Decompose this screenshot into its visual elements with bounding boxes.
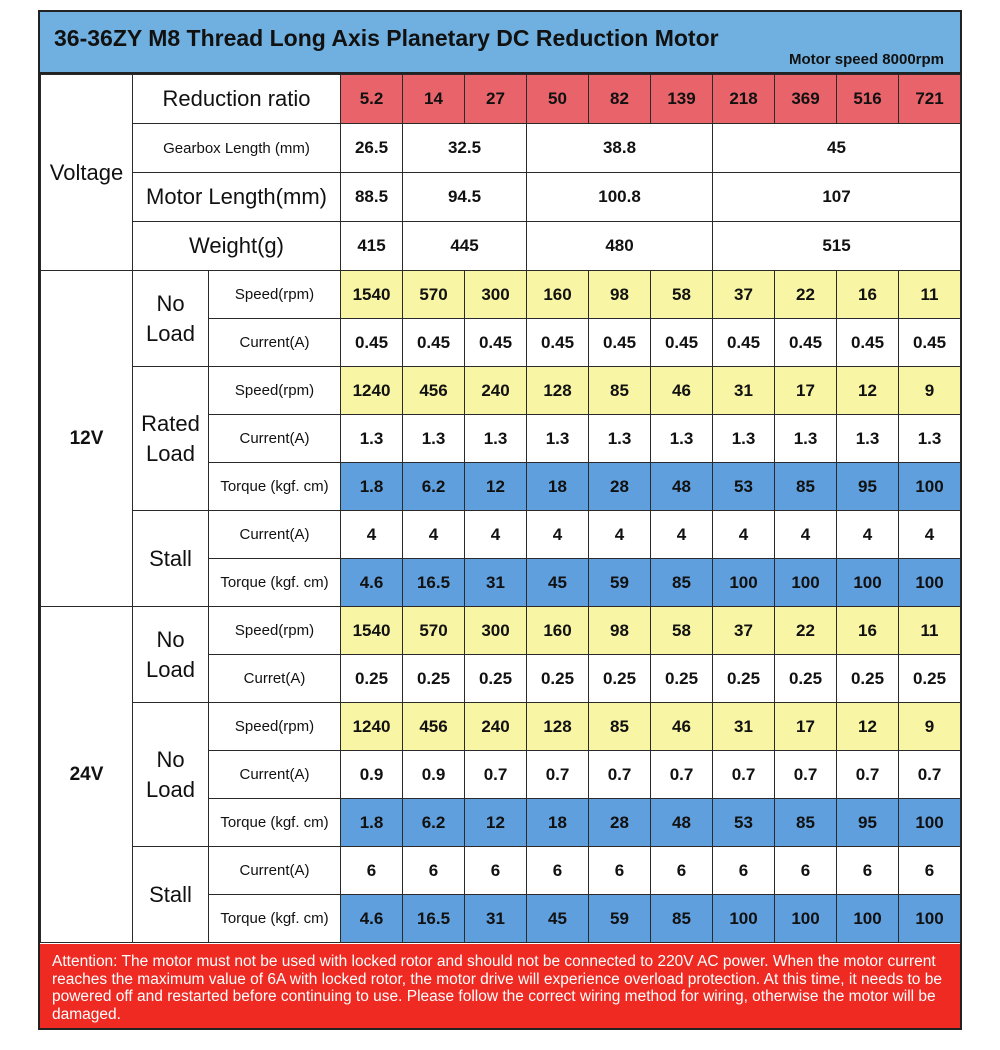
current-cell: 0.25 (341, 655, 403, 703)
speed-cell: 58 (651, 607, 713, 655)
torque-cell: 53 (713, 463, 775, 511)
current-cell: 0.45 (589, 319, 651, 367)
current-cell: 4 (465, 511, 527, 559)
motor-length-label: Motor Length(mm) (133, 173, 341, 222)
voltage-v12-label: 12V (41, 271, 133, 607)
current-cell: 1.3 (527, 415, 589, 463)
current-label: Current(A) (209, 319, 341, 367)
rated-load-label: Rated Load (133, 367, 209, 511)
current-cell: 6 (465, 847, 527, 895)
table-row (41, 367, 961, 415)
current-cell: 0.45 (713, 319, 775, 367)
torque-cell: 85 (651, 895, 713, 943)
current-cell: 6 (527, 847, 589, 895)
speed-cell: 160 (527, 607, 589, 655)
torque-cell: 100 (837, 559, 899, 607)
torque-cell: 95 (837, 799, 899, 847)
torque-cell: 4.6 (341, 559, 403, 607)
speed-cell: 9 (899, 367, 961, 415)
torque-cell: 12 (465, 463, 527, 511)
current-cell: 0.9 (403, 751, 465, 799)
spec-sheet (38, 10, 962, 1030)
motor-length-cell: 107 (713, 173, 961, 222)
speed-cell: 22 (775, 271, 837, 319)
reduction-ratio-cell: 369 (775, 75, 837, 124)
torque-cell: 1.8 (341, 463, 403, 511)
motor-length-cell: 94.5 (403, 173, 527, 222)
torque-label: Torque (kgf. cm) (209, 463, 341, 511)
voltage-label: Voltage (41, 75, 133, 271)
current-cell: 0.25 (837, 655, 899, 703)
current-cell: 1.3 (403, 415, 465, 463)
reduction-ratio-cell: 721 (899, 75, 961, 124)
torque-cell: 28 (589, 799, 651, 847)
speed-cell: 37 (713, 271, 775, 319)
current-cell: 0.45 (651, 319, 713, 367)
speed-label: Speed(rpm) (209, 607, 341, 655)
current-cell: 1.3 (775, 415, 837, 463)
current-cell: 0.45 (899, 319, 961, 367)
gearbox-length-cell: 38.8 (527, 124, 713, 173)
speed-cell: 570 (403, 607, 465, 655)
weight-label: Weight(g) (133, 222, 341, 271)
reduction-ratio-cell: 50 (527, 75, 589, 124)
spec-table (40, 74, 961, 943)
current-cell: 4 (527, 511, 589, 559)
current-cell: 0.7 (775, 751, 837, 799)
speed-cell: 240 (465, 367, 527, 415)
current-cell: 0.25 (775, 655, 837, 703)
stall-label: Stall (133, 511, 209, 607)
current-cell: 6 (775, 847, 837, 895)
current-cell: 4 (837, 511, 899, 559)
torque-cell: 6.2 (403, 799, 465, 847)
speed-cell: 12 (837, 703, 899, 751)
current-cell: 0.7 (527, 751, 589, 799)
speed-cell: 456 (403, 367, 465, 415)
torque-cell: 48 (651, 799, 713, 847)
current-label: Current(A) (209, 511, 341, 559)
current-cell: 6 (341, 847, 403, 895)
torque-cell: 18 (527, 463, 589, 511)
torque-cell: 85 (775, 463, 837, 511)
current-cell: 0.25 (713, 655, 775, 703)
torque-cell: 100 (713, 895, 775, 943)
torque-cell: 16.5 (403, 895, 465, 943)
weight-cell: 480 (527, 222, 713, 271)
torque-cell: 45 (527, 895, 589, 943)
speed-cell: 16 (837, 607, 899, 655)
current-cell: 0.45 (775, 319, 837, 367)
current-cell: 6 (899, 847, 961, 895)
current-cell: 0.45 (341, 319, 403, 367)
current-cell: 0.25 (527, 655, 589, 703)
current-cell: 0.7 (713, 751, 775, 799)
speed-cell: 31 (713, 367, 775, 415)
current-cell: 1.3 (899, 415, 961, 463)
speed-cell: 240 (465, 703, 527, 751)
current-cell: 0.25 (651, 655, 713, 703)
current-cell: 4 (651, 511, 713, 559)
current-cell: 1.3 (589, 415, 651, 463)
current-cell: 0.25 (589, 655, 651, 703)
table-row (41, 703, 961, 751)
title-bar (40, 12, 960, 74)
current-cell: 0.25 (403, 655, 465, 703)
gearbox-length-label: Gearbox Length (mm) (133, 124, 341, 173)
gearbox-length-cell: 45 (713, 124, 961, 173)
speed-label: Speed(rpm) (209, 703, 341, 751)
torque-cell: 100 (899, 895, 961, 943)
torque-cell: 85 (651, 559, 713, 607)
reduction-ratio-cell: 139 (651, 75, 713, 124)
reduction-ratio-cell: 5.2 (341, 75, 403, 124)
current-label: Current(A) (209, 751, 341, 799)
current-cell: 0.7 (837, 751, 899, 799)
current-cell: 1.3 (713, 415, 775, 463)
torque-cell: 31 (465, 559, 527, 607)
speed-cell: 1240 (341, 703, 403, 751)
torque-cell: 59 (589, 895, 651, 943)
current-cell: 0.25 (465, 655, 527, 703)
torque-cell: 28 (589, 463, 651, 511)
speed-cell: 300 (465, 607, 527, 655)
torque-cell: 100 (713, 559, 775, 607)
weight-cell: 445 (403, 222, 527, 271)
stall-label: Stall (133, 847, 209, 943)
speed-cell: 1540 (341, 607, 403, 655)
torque-cell: 100 (775, 895, 837, 943)
table-row (41, 173, 961, 222)
table-row (41, 222, 961, 271)
torque-cell: 59 (589, 559, 651, 607)
speed-cell: 37 (713, 607, 775, 655)
page-title: 36-36ZY M8 Thread Long Axis Planetary DC Reduction Motor (54, 25, 719, 51)
torque-label: Torque (kgf. cm) (209, 559, 341, 607)
weight-cell: 415 (341, 222, 403, 271)
current-cell: 4 (403, 511, 465, 559)
current-cell: 6 (713, 847, 775, 895)
current-cell: 6 (837, 847, 899, 895)
speed-cell: 11 (899, 271, 961, 319)
speed-cell: 128 (527, 367, 589, 415)
table-row (41, 511, 961, 559)
torque-cell: 100 (837, 895, 899, 943)
speed-cell: 22 (775, 607, 837, 655)
speed-label: Speed(rpm) (209, 271, 341, 319)
current-cell: 4 (341, 511, 403, 559)
current-cell: 0.45 (527, 319, 589, 367)
table-row (41, 75, 961, 124)
current-cell: 4 (713, 511, 775, 559)
torque-cell: 31 (465, 895, 527, 943)
speed-cell: 128 (527, 703, 589, 751)
torque-label: Torque (kgf. cm) (209, 799, 341, 847)
speed-cell: 98 (589, 271, 651, 319)
torque-cell: 48 (651, 463, 713, 511)
current-cell: 4 (589, 511, 651, 559)
current-cell: 0.7 (589, 751, 651, 799)
attention-notice: Attention: The motor must not be used with locked rotor and should not be connected to 220V AC power. When the motor current reaches the maximum value of 6A with locked rotor, the motor drive will experience overload protection. At this time, it needs to be powered off and restarted before continuing to use. Please follow the correct wiring method for wiring, otherwise the motor will be damaged. (40, 944, 960, 1028)
current-label: Current(A) (209, 847, 341, 895)
speed-cell: 98 (589, 607, 651, 655)
speed-cell: 17 (775, 703, 837, 751)
torque-cell: 6.2 (403, 463, 465, 511)
reduction-ratio-cell: 218 (713, 75, 775, 124)
no-load-label: No Load (133, 607, 209, 703)
current-cell: 1.3 (341, 415, 403, 463)
speed-cell: 17 (775, 367, 837, 415)
current-label: Curret(A) (209, 655, 341, 703)
torque-cell: 100 (775, 559, 837, 607)
reduction-ratio-cell: 82 (589, 75, 651, 124)
motor-length-cell: 100.8 (527, 173, 713, 222)
speed-cell: 300 (465, 271, 527, 319)
torque-cell: 100 (899, 799, 961, 847)
current-cell: 0.7 (465, 751, 527, 799)
current-cell: 4 (775, 511, 837, 559)
current-cell: 0.7 (899, 751, 961, 799)
speed-label: Speed(rpm) (209, 367, 341, 415)
torque-cell: 4.6 (341, 895, 403, 943)
table-row (41, 847, 961, 895)
current-cell: 6 (589, 847, 651, 895)
current-label: Current(A) (209, 415, 341, 463)
weight-cell: 515 (713, 222, 961, 271)
speed-cell: 160 (527, 271, 589, 319)
table-row (41, 124, 961, 173)
gearbox-length-cell: 26.5 (341, 124, 403, 173)
current-cell: 0.45 (837, 319, 899, 367)
speed-cell: 46 (651, 703, 713, 751)
torque-cell: 85 (775, 799, 837, 847)
torque-cell: 16.5 (403, 559, 465, 607)
table-row (41, 271, 961, 319)
speed-cell: 570 (403, 271, 465, 319)
speed-cell: 58 (651, 271, 713, 319)
speed-cell: 31 (713, 703, 775, 751)
current-cell: 6 (651, 847, 713, 895)
torque-cell: 53 (713, 799, 775, 847)
speed-cell: 9 (899, 703, 961, 751)
speed-cell: 1240 (341, 367, 403, 415)
current-cell: 0.9 (341, 751, 403, 799)
speed-cell: 16 (837, 271, 899, 319)
torque-cell: 95 (837, 463, 899, 511)
current-cell: 0.45 (403, 319, 465, 367)
speed-cell: 1540 (341, 271, 403, 319)
torque-label: Torque (kgf. cm) (209, 895, 341, 943)
reduction-ratio-label: Reduction ratio (133, 75, 341, 124)
current-cell: 4 (899, 511, 961, 559)
current-cell: 0.45 (465, 319, 527, 367)
reduction-ratio-cell: 27 (465, 75, 527, 124)
reduction-ratio-cell: 516 (837, 75, 899, 124)
motor-length-cell: 88.5 (341, 173, 403, 222)
speed-cell: 85 (589, 367, 651, 415)
current-cell: 0.25 (899, 655, 961, 703)
torque-cell: 100 (899, 463, 961, 511)
torque-cell: 12 (465, 799, 527, 847)
current-cell: 1.3 (465, 415, 527, 463)
gearbox-length-cell: 32.5 (403, 124, 527, 173)
motor-speed-note: Motor speed 8000rpm (788, 51, 944, 68)
speed-cell: 85 (589, 703, 651, 751)
reduction-ratio-cell: 14 (403, 75, 465, 124)
current-cell: 1.3 (837, 415, 899, 463)
no-load-label: No Load (133, 271, 209, 367)
speed-cell: 46 (651, 367, 713, 415)
speed-cell: 11 (899, 607, 961, 655)
torque-cell: 45 (527, 559, 589, 607)
torque-cell: 100 (899, 559, 961, 607)
speed-cell: 12 (837, 367, 899, 415)
speed-cell: 456 (403, 703, 465, 751)
voltage-v24-label: 24V (41, 607, 133, 943)
table-row (41, 607, 961, 655)
current-cell: 0.7 (651, 751, 713, 799)
torque-cell: 1.8 (341, 799, 403, 847)
current-cell: 6 (403, 847, 465, 895)
torque-cell: 18 (527, 799, 589, 847)
current-cell: 1.3 (651, 415, 713, 463)
rated-load-label: No Load (133, 703, 209, 847)
